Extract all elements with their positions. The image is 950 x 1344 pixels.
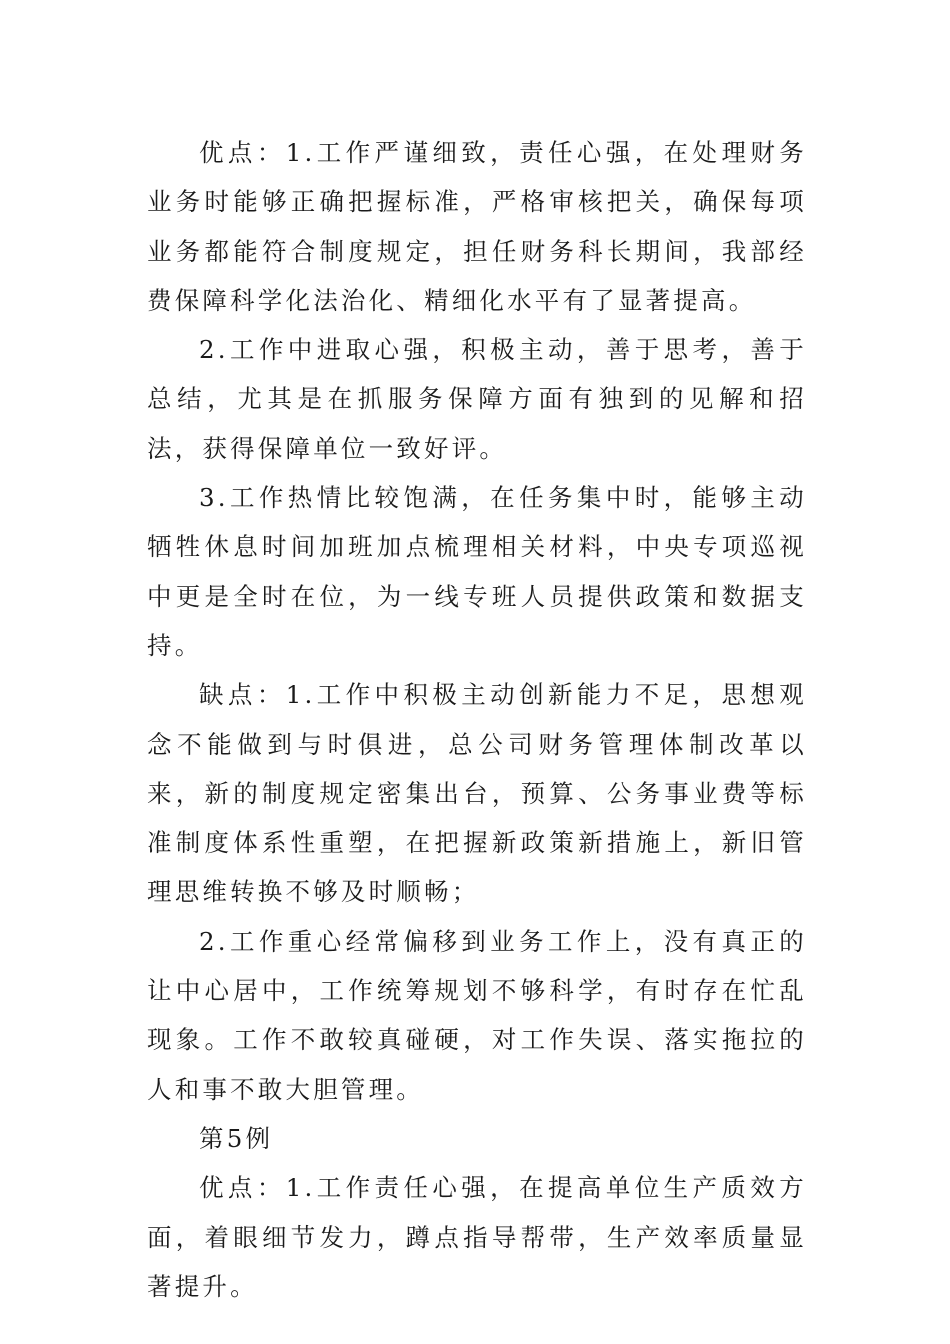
paragraph-weaknesses-2: 2.工作重心经常偏移到业务工作上，没有真正的让中心居中，工作统筹规划不够科学，有时存在忙乱现象。工作不敢较真碰硬，对工作失误、落实拖拉的人和事不敢大胆管理。 [147,926,807,1104]
paragraph-strengths-1: 优点：1.工作严谨细致，责任心强，在处理财务业务时能够正确把握标准，严格审核把关，确保每项业务都能符合制度规定，担任财务科长期间，我部经费保障科学化法治化、精细化水平有了显著提高。 [147,138,807,315]
paragraph-strengths-3: 3.工作热情比较饱满，在任务集中时，能够主动牺牲休息时间加班加点梳理相关材料，中央专项巡视中更是全时在位，为一线专班人员提供政策和数据支持。 [147,483,807,660]
paragraph-strengths-2: 2.工作中进取心强，积极主动，善于思考，善于总结，尤其是在抓服务保障方面有独到的见解和招法，获得保障单位一致好评。 [147,335,807,463]
paragraph-example-5-strengths: 优点：1.工作责任心强，在提高单位生产质效方面，着眼细节发力，蹲点指导帮带，生产效率质量显著提升。 [147,1173,807,1301]
document-body [147,128,807,1311]
paragraph-weaknesses-1: 缺点：1.工作中积极主动创新能力不足，思想观念不能做到与时俱进，总公司财务管理体制改革以来，新的制度规定密集出台，预算、公务事业费等标准制度体系性重塑，在把握新政策新措施上，新旧管理思维转换不够及时顺畅； [147,680,807,907]
section-heading-example-5: 第5例 [199,1123,274,1153]
